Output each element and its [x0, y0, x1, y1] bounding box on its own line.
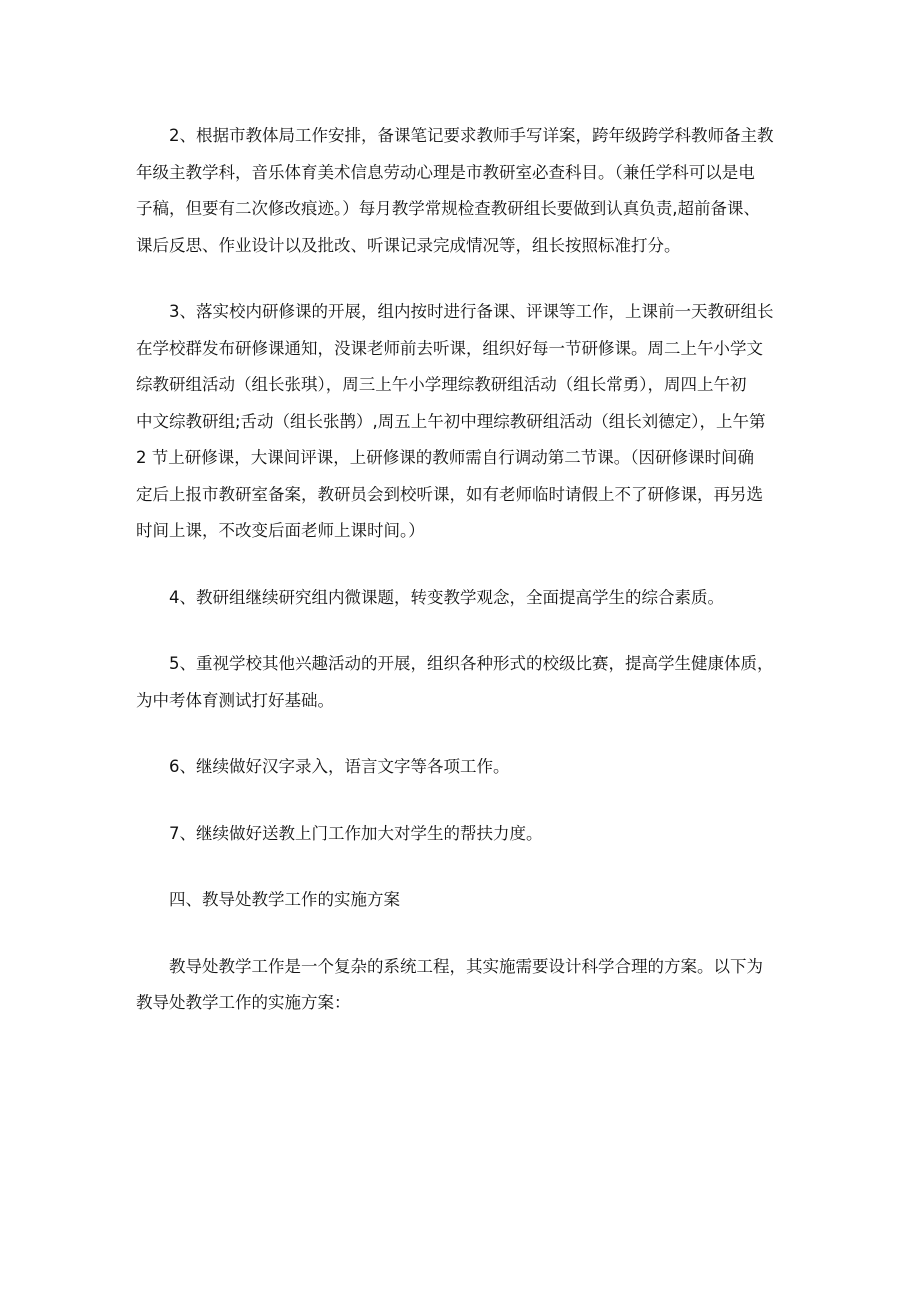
text-line: 定后上报市教研室备案，教研员会到校听课，如有老师临时请假上不了研修课，再另选	[136, 484, 763, 504]
document-body	[136, 118, 788, 1052]
text-line: 2、根据市教体局工作安排，备课笔记要求教师手写详案，跨年级跨学科教师备主教	[169, 126, 774, 145]
text-line: 年级主教学科，音乐体育美术信息劳动心理是市教研室必查科目。（兼任学科可以是电	[136, 162, 755, 182]
text-line: 子稿，但要有二次修改痕迹。）每月教学常规检查教研组长要做到认真负责,超前备课、	[136, 199, 760, 218]
text-line: 2 节上研修课，大课间评课，上研修课的教师需自行调动第二节课。（因研修课时间确	[136, 448, 754, 467]
text-line: 7、继续做好送教上门工作加大对学生的帮扶力度。	[169, 823, 543, 843]
text-line: 中文综教研组;舌动（组长张鹊）,周五上午初中理综教研组活动（组长刘德定），上午第	[136, 411, 766, 431]
section-heading: 四、教导处教学工作的实施方案	[169, 890, 400, 909]
closing-paragraph	[136, 949, 788, 1022]
paragraph-item-7	[136, 816, 788, 853]
paragraph-item-2	[136, 118, 788, 264]
text-line: 时间上课，不改变后面老师上课时间。）	[136, 521, 425, 540]
paragraph-item-4	[136, 580, 788, 617]
text-line: 课后反思、作业设计以及批改、听课记录完成情况等，组长按照标准打分。	[136, 235, 681, 255]
paragraph-item-6	[136, 749, 788, 786]
text-line: 为中考体育测试打好基础。	[136, 690, 334, 710]
text-line: 在学校群发布研修课通知，没课老师前去听课，组织好每一节研修课。周二上午小学文	[136, 338, 763, 358]
paragraph-item-3	[136, 294, 788, 550]
text-line: 综教研组活动（组长张琪），周三上午小学理综教研组活动（组长常勇），周四上午初	[136, 375, 747, 394]
text-line: 3、落实校内研修课的开展，组内按时进行备课、评课等工作，上课前一天教研组长	[169, 302, 774, 321]
paragraph-item-5	[136, 646, 788, 719]
text-line: 6、继续做好汉字录入，语言文字等各项工作。	[169, 757, 510, 776]
text-line: 教导处教学工作的实施方案：	[136, 993, 351, 1012]
text-line: 5、重视学校其他兴趣活动的开展，组织各种形式的校级比赛，提高学生健康体质，	[169, 654, 774, 673]
text-line: 4、教研组继续研究组内微课题，转变教学观念，全面提高学生的综合素质。	[169, 587, 724, 607]
text-line: 教导处教学工作是一个复杂的系统工程，其实施需要设计科学合理的方案。以下为	[169, 956, 763, 976]
